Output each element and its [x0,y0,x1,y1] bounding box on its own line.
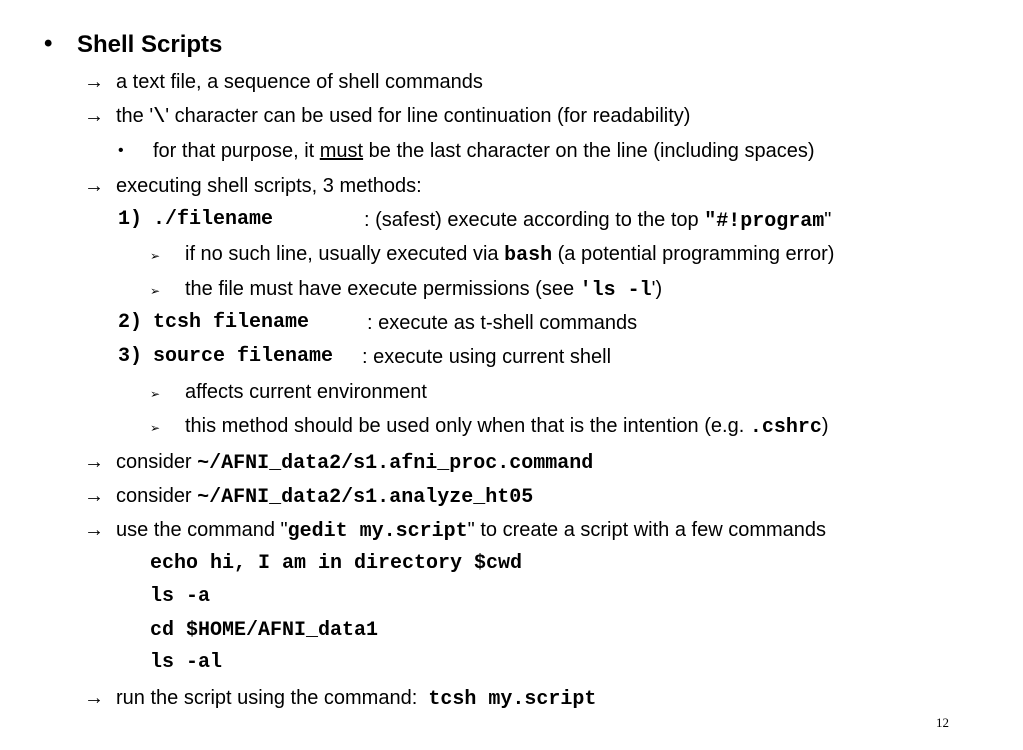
text: " [824,209,832,231]
item-text-file: a text file, a sequence of shell commands [116,71,483,93]
code-backslash: \ [153,106,166,129]
text: ' character can be used for line continuation (for readability) [165,105,691,127]
item-methods-heading: executing shell scripts, 3 methods: [116,175,422,197]
text: this method should be used only when that is the intention (e.g. [185,415,750,437]
arrow-icon: → [84,105,104,127]
text: (a potential programming error) [552,243,835,265]
code-bash: bash [504,244,553,267]
arrow-icon: → [84,175,104,197]
code-gedit: gedit my.script [287,520,468,543]
method-2-command: tcsh filename [153,311,310,334]
text: if no such line, usually executed via [185,243,505,265]
script-line: ls -a [150,585,211,608]
method-3-note-intention [185,414,829,440]
emphasis-must: must [319,140,364,162]
method-3-number: 3) [118,345,143,368]
method-3-command: source filename [153,345,334,368]
text: the ' [116,105,154,127]
text: use the command " [116,519,288,541]
text: : (safest) execute according to the top [364,209,705,231]
code-ls-l: 'ls -l [579,279,652,302]
code-tcsh: tcsh my.script [428,688,597,711]
arrow-icon: → [84,519,104,541]
method-3-description: : execute using current shell [362,346,612,368]
text: consider [116,485,198,507]
method-3-note-environment: affects current environment [185,381,427,403]
text: " to create a script with a few commands [467,519,827,541]
item-consider-afni-proc [116,450,593,476]
text: the file must have execute permissions (see [185,278,580,300]
code-program: "#!program [704,210,825,233]
slide-title: Shell Scripts [77,31,223,58]
arrow-icon: → [84,451,104,473]
method-1-number: 1) [118,208,143,231]
text: ) [821,415,829,437]
chevron-icon: ➢ [150,421,161,435]
chevron-icon: ➢ [150,249,161,263]
text: for that purpose, it [153,140,320,162]
arrow-icon: → [84,71,104,93]
method-1-note-permissions [185,277,662,303]
script-line: cd $HOME/AFNI_data1 [150,619,379,642]
title-bullet: • [44,30,53,57]
item-gedit [116,518,826,544]
script-line: ls -al [150,651,223,674]
arrow-icon: → [84,485,104,507]
page-number: 12 [936,715,949,730]
arrow-icon: → [84,687,104,709]
text: ') [651,278,663,300]
chevron-icon: ➢ [150,284,161,298]
chevron-icon: ➢ [150,387,161,401]
method-1-command: ./filename [153,208,274,231]
text: run the script using the command: [116,687,429,709]
text: consider [116,451,198,473]
item-consider-analyze [116,484,533,510]
method-1-note-bash [185,242,834,268]
script-line: echo hi, I am in directory $cwd [150,552,523,575]
code-path: ~/AFNI_data2/s1.afni_proc.command [197,452,594,475]
text: be the last character on the line (including spaces) [363,140,815,162]
method-2-number: 2) [118,311,143,334]
method-2-description: : execute as t-shell commands [367,312,638,334]
code-cshrc: .cshrc [749,416,822,439]
method-1-description [364,208,831,234]
small-bullet-icon: • [118,142,124,159]
item-line-continuation [116,104,690,130]
item-must-be-last [153,139,814,163]
item-run-script [116,686,596,712]
code-path: ~/AFNI_data2/s1.analyze_ht05 [197,486,534,509]
